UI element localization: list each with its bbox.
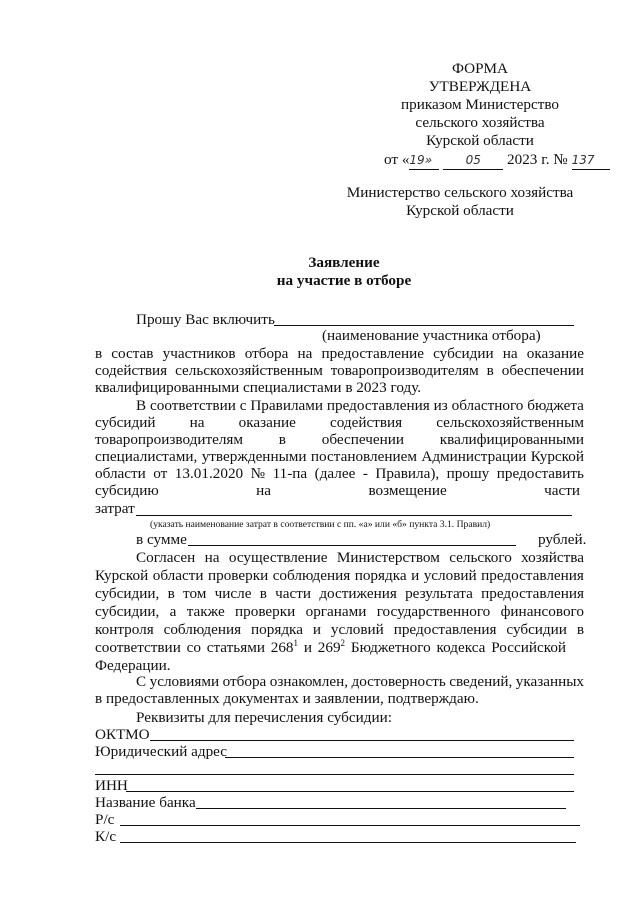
paragraph-3-line-2: Курской области проверки соблюдения порядка и условий предоставления <box>95 567 584 584</box>
paragraph-1-line-3: квалифицированными специалистами в 2023 году. <box>95 379 422 396</box>
date-month-field <box>443 151 503 170</box>
oktmo-line[interactable] <box>150 740 574 741</box>
costs-hint: (указать наименование затрат в соответствии с пп. «а» или «б» пункта 3.1. Правил) <box>150 519 491 530</box>
recipient-region: Курской области <box>406 202 514 219</box>
legal-address-line[interactable] <box>225 757 574 758</box>
paragraph-3-line-5: контроля соблюдения порядка и условий предоставления субсидии в <box>95 621 584 638</box>
paragraph-3-line-6: соответствии со статьями $268^1$ и $269^2$ Бюджетного кодекса Российской <box>95 637 567 656</box>
request-label: Прошу Вас включить <box>136 311 275 328</box>
paragraph-2-line-3: товаропроизводителям в обеспечении квалифицированными <box>95 431 584 448</box>
paragraph-3-line-1: Согласен на осуществление Министерством сельского хозяйства <box>136 549 584 566</box>
date-month-handwritten: 05 <box>465 153 481 167</box>
approval-order-line: приказом Министерство <box>401 96 559 113</box>
document-subtitle: на участие в отборе <box>276 272 412 289</box>
bank-name-line[interactable] <box>196 808 566 809</box>
date-prefix: от « <box>384 151 410 168</box>
order-number-field <box>572 151 610 170</box>
rs-label: Р/с <box>95 811 115 828</box>
paragraph-1-line-1: в состав участников отбора на предоставление субсидии на оказание <box>95 345 584 362</box>
date-day-handwritten: 19» <box>409 153 433 167</box>
date-year: 2023 г. № <box>507 151 568 168</box>
order-number-handwritten: 137 <box>571 153 595 167</box>
paragraph-4-line-2: в предоставленных документах и заявлении, подтверждаю. <box>95 690 479 707</box>
inn-label: ИНН <box>95 777 128 794</box>
participant-name-line[interactable] <box>274 325 574 326</box>
requisites-title: Реквизиты для перечисления субсидии: <box>136 709 392 726</box>
paragraph-2-line-6: субсидию на возмещение части <box>95 482 580 499</box>
approval-form-label: ФОРМА <box>451 60 509 77</box>
costs-line[interactable] <box>136 515 572 516</box>
paragraph-2-line-5: области от 13.01.2020 № 11-па (далее - Правила), прошу предоставить <box>95 465 584 482</box>
approval-date-line <box>384 151 610 170</box>
approval-ministry-line: сельского хозяйства <box>415 114 545 131</box>
inn-line[interactable] <box>126 791 574 792</box>
paragraph-3-line-7: Федерации. <box>95 657 171 674</box>
recipient-ministry: Министерство сельского хозяйства <box>346 184 574 201</box>
document-title: Заявление <box>308 254 380 271</box>
date-day-field <box>409 151 439 170</box>
paragraph-4-line-1: С условиями отбора ознакомлен, достоверность сведений, указанных <box>136 673 584 690</box>
legal-address-label: Юридический адрес <box>95 743 228 760</box>
approval-region-line: Курской области <box>426 132 534 149</box>
rs-line[interactable] <box>120 825 580 826</box>
paragraph-2-line-1: В соответствии с Правилами предоставления из областного бюджета <box>136 397 584 414</box>
sum-line[interactable] <box>188 545 516 546</box>
paragraph-3-line-3: субсидии, в том числе в части достижения результата предоставления <box>95 585 584 602</box>
ks-line[interactable] <box>120 842 576 843</box>
participant-name-hint: (наименование участника отбора) <box>322 327 541 344</box>
legal-address-line-2[interactable] <box>95 774 574 775</box>
paragraph-2-line-2: субсидий на оказание содействия сельскохозяйственным <box>95 414 584 431</box>
sum-unit: рублей. <box>538 531 587 548</box>
paragraph-3-line-4: субсидии, а также проверки органами государственного финансового <box>95 603 584 620</box>
approval-approved-label: УТВЕРЖДЕНА <box>428 78 532 95</box>
ks-label: К/с <box>95 828 117 845</box>
bank-name-label: Название банка <box>95 794 196 811</box>
paragraph-2-line-4: специалистами, утвержденными постановлением Администрации Курской <box>95 448 584 465</box>
paragraph-1-line-2: содействия сельскохозяйственным товаропроизводителям в обеспечении <box>95 362 584 379</box>
sum-label: в сумме <box>136 531 187 548</box>
oktmo-label: ОКТМО <box>95 726 150 743</box>
costs-label: затрат <box>95 500 135 517</box>
